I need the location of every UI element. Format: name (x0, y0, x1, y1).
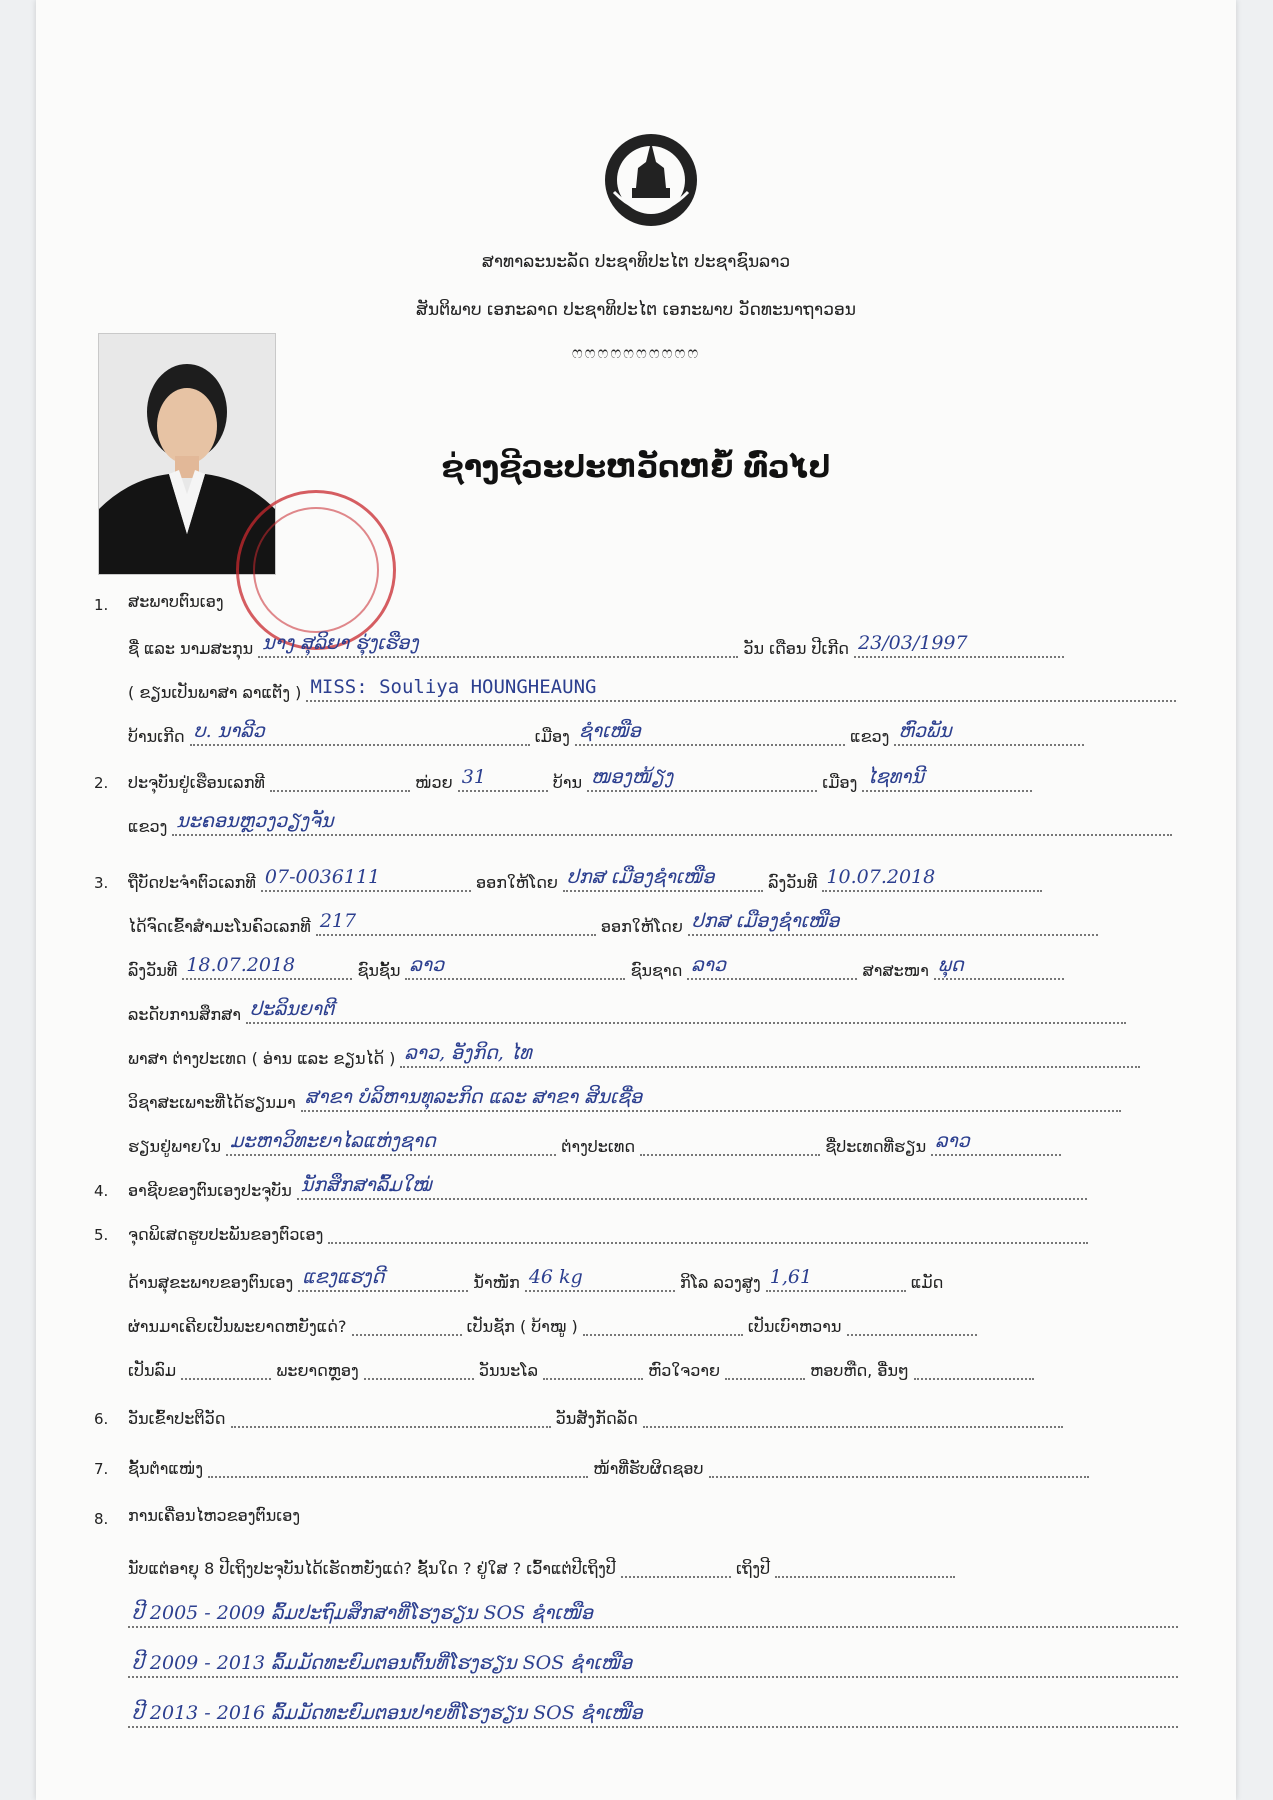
meter-label: ແມັດ (910, 1273, 944, 1292)
ethnicity-value: ລາວ (691, 954, 727, 976)
health-label: ດ້ານສຸຂະພາບຂອງຕົນເອງ (128, 1273, 294, 1292)
village-field[interactable] (587, 766, 817, 792)
unit-field[interactable] (458, 766, 548, 792)
district-label: ເມືອງ (822, 773, 858, 792)
position-label: ຊັ້ນຕຳແໜ່ງ (128, 1459, 204, 1478)
abroad-label: ຕ່າງປະເທດ (561, 1137, 636, 1156)
unit-label: ໜ່ວຍ (415, 773, 453, 792)
id-card-label: ຖືບັດປະຈຳຕົວເລກທີ (128, 873, 256, 892)
birth-village-field[interactable] (190, 720, 530, 746)
asthma-field[interactable] (914, 1358, 1034, 1380)
religion-field[interactable] (934, 954, 1064, 980)
name-value: ນາງ ສຸລິຍາ ຮຸ່ງເຮືອງ (262, 632, 419, 654)
section-number: 4. (94, 1182, 109, 1200)
history-line[interactable] (128, 1598, 1178, 1628)
fb-date-field[interactable] (182, 954, 352, 980)
latin-name-label: ( ຂຽນເປັນພາສາ ລາແຕັງ ) (128, 683, 302, 702)
specialty-value: ສາຂາ ບໍລິຫານທຸລະກິດ ແລະ ສາຂາ ສິນເຊື່ອ (304, 1086, 643, 1108)
characteristics-field[interactable] (328, 1222, 1088, 1244)
tumor-field[interactable] (364, 1358, 474, 1380)
height-field[interactable] (766, 1266, 906, 1292)
characteristics-label: ຈຸດພິເສດຮູບປະພັນຂອງຕົວເອງ (128, 1225, 324, 1244)
health-row (128, 1266, 944, 1296)
cancer-label: ວັນນະໂລ (478, 1361, 538, 1380)
to-year-field[interactable] (775, 1556, 955, 1578)
past-illness-label: ຜ່ານມາເຄີຍເປັນພະຍາດຫຍັງແດ່? (128, 1317, 347, 1336)
name-field[interactable] (258, 632, 738, 658)
address-label: ປະຈຸບັນຢູ່ເຮືອນເລກທີ (128, 773, 265, 792)
kg-label: ກິໂລ ລວງສູງ (679, 1273, 761, 1292)
class-label: ຊົນຊັ້ນ (357, 961, 401, 980)
section1-heading: ສະພາບຕົນເອງ (128, 592, 224, 611)
document-page (36, 0, 1236, 1800)
diabetes-field[interactable] (847, 1314, 977, 1336)
province-label: ແຂວງ (128, 817, 168, 836)
dizzy-label: ເປັນລົມ (128, 1361, 177, 1380)
occupation-row (128, 1174, 1087, 1204)
province-field[interactable] (172, 810, 1172, 836)
health-value: ແຂງແຮງດີ (302, 1266, 385, 1288)
fb-issued-by-value: ປກສ ເມືອງຊຳເໜືອ (691, 910, 840, 932)
birth-province-field[interactable] (894, 720, 1084, 746)
class-value: ລາວ (409, 954, 445, 976)
issued-by-label: ອອກໃຫ້ໂດຍ (476, 873, 558, 892)
history-entry: ປີ 2009 - 2013 ລົ້ມມັດທະຍົມຕອນຕົ້ນທີ່ໂຮງຮຽນ SOS ຊຳເໜືອ (132, 1652, 633, 1674)
name-row (128, 632, 1064, 662)
to-year-label: ເຖິງປີ (736, 1559, 771, 1578)
ornament-divider: ෆෆෆෆෆෆෆෆෆෆ (571, 343, 701, 362)
house-number-field[interactable] (270, 770, 410, 792)
unit-value: 31 (461, 766, 486, 788)
occupation-field[interactable] (297, 1174, 1087, 1200)
address-row (128, 766, 1032, 796)
country-field[interactable] (931, 1130, 1061, 1156)
occupation-value: ນັກສຶກສາລົ້ມໃໝ່ (300, 1174, 432, 1196)
languages-row (128, 1042, 1140, 1072)
weight-field[interactable] (525, 1266, 675, 1292)
history-line[interactable] (128, 1648, 1178, 1678)
dob-value: 23/03/1997 (858, 632, 968, 654)
national-motto: ສັນຕິພາບ ເອກະລາດ ປະຊາທິປະໄຕ ເອກະພາບ ວັດທະນາຖາວອນ (416, 300, 856, 320)
duty-label: ໜ້າທີ່ຮັບຜິດຊອບ (593, 1459, 704, 1478)
birth-village-value: ບ. ນາລີວ (193, 720, 265, 742)
diabetes-label: ເປັນເບົາຫວານ (747, 1317, 842, 1336)
republic-heading: ສາທາລະນະລັດ ປະຊາທິປະໄຕ ປະຊາຊົນລາວ (481, 252, 791, 272)
fb-issued-by-field[interactable] (688, 910, 1098, 936)
movements-heading: ການເຄື່ອນໄຫວຂອງຕົນເອງ (128, 1506, 301, 1525)
family-book-field[interactable] (316, 910, 596, 936)
ethnicity-label: ຊົນຊາດ (630, 961, 683, 980)
fb-issued-by-label: ອອກໃຫ້ໂດຍ (600, 917, 683, 936)
fb-date-label: ລົງວັນທີ (128, 961, 178, 980)
form-title: ຊ່າງຊີວະປະຫວັດຫຍໍ້ ທົ່ວໄປ (441, 450, 831, 485)
weight-value: 46 kg (528, 1266, 583, 1288)
education-value: ປະລິນຍາຕີ (250, 998, 335, 1020)
specialty-row (128, 1086, 1121, 1116)
history-entry: ປີ 2013 - 2016 ລົ້ມມັດທະຍົມຕອນປາຍທີ່ໂຮງຮຽນ SOS ຊຳເໜືອ (132, 1702, 643, 1724)
village-value: ໜອງໜ້ຽງ (591, 766, 674, 788)
dob-field[interactable] (854, 632, 1064, 658)
religion-label: ສາສະໜາ (862, 961, 929, 980)
id-date-value: 10.07.2018 (826, 866, 936, 888)
cancer-field[interactable] (543, 1358, 643, 1380)
section-number: 5. (94, 1226, 109, 1244)
id-issued-by-field[interactable] (563, 866, 763, 892)
birth-district-value: ຊຳເໜືອ (578, 720, 641, 742)
position-field[interactable] (208, 1456, 588, 1478)
languages-value: ລາວ, ອັງກິດ, ໄທ (404, 1042, 532, 1064)
height-value: 1,61 (769, 1266, 813, 1288)
date-label: ລົງວັນທີ (768, 873, 818, 892)
specialty-label: ວິຊາສະເພາະທີ່ໄດ້ຮຽນມາ (128, 1093, 296, 1112)
studied-row (128, 1130, 1061, 1160)
abroad-field[interactable] (640, 1134, 820, 1156)
duty-field[interactable] (709, 1456, 1089, 1478)
name-label: ຊື່ ແລະ ນາມສະກຸນ (128, 639, 254, 658)
id-date-field[interactable] (822, 866, 1042, 892)
studied-at-field[interactable] (226, 1130, 556, 1156)
studied-at-value: ມະຫາວິທະຍາໄລແຫ່ງຊາດ (230, 1130, 436, 1152)
birth-village-label: ບ້ານເກີດ (128, 727, 185, 746)
history-entry: ປີ 2005 - 2009 ລົ້ມປະຖົມສຶກສາທີ່ໂຮງຮຽນ SOS ຊຳເໜືອ (132, 1602, 594, 1624)
latin-name-row (128, 676, 1176, 706)
id-issued-by-value: ປກສ ເມືອງຊຳເໜືອ (567, 866, 715, 888)
since-age-label: ນັບແຕ່ອາຍຸ 8 ປີເຖິງປະຈຸບັນໄດ້ເຮັດຫຍັງແດ່? ຊັ້ນໃດ ? ຢູ່ໃສ ? ເວົ້າແຕ່ປີເຖິງປີ (128, 1559, 616, 1578)
party-date-field[interactable] (231, 1406, 551, 1428)
latin-name-field[interactable] (306, 676, 1176, 702)
latin-name-value: MISS: Souliya HOUNGHEAUNG (310, 676, 597, 698)
education-label: ລະດັບການສຶກສາ (128, 1005, 241, 1024)
party-row (128, 1406, 1063, 1432)
illness-row (128, 1314, 977, 1340)
section-number: 3. (94, 874, 109, 892)
characteristics-row (128, 1222, 1088, 1248)
affiliation-field[interactable] (643, 1406, 1063, 1428)
country-value: ລາວ (935, 1130, 970, 1152)
dob-label: ວັນ ເດືອນ ປີເກີດ (743, 639, 849, 658)
village-label: ບ້ານ (552, 773, 583, 792)
family-book-value: 217 (319, 910, 357, 932)
affiliation-label: ວັນສັງກັດລັດ (555, 1409, 638, 1428)
dizzy-field[interactable] (181, 1358, 271, 1380)
district-field[interactable] (862, 766, 1032, 792)
occupation-label: ອາຊີບຂອງຕົນເອງປະຈຸບັນ (128, 1181, 292, 1200)
heart-field[interactable] (725, 1358, 805, 1380)
birth-province-label: ແຂວງ (850, 727, 890, 746)
languages-label: ພາສາ ຕ່າງປະເທດ ( ອ່ານ ແລະ ຂຽນໄດ້ ) (128, 1049, 396, 1068)
birth-province-value: ຫົວພັນ (898, 720, 952, 742)
id-card-row (128, 866, 1042, 896)
class-field[interactable] (405, 954, 625, 980)
section-number: 6. (94, 1410, 109, 1428)
country-label: ຊື່ປະເທດທີ່ຮຽນ (825, 1137, 927, 1156)
specialty-field[interactable] (301, 1086, 1121, 1112)
district-value: ໄຊທານີ (866, 766, 924, 788)
history-line[interactable] (128, 1698, 1178, 1728)
religion-value: ພຸດ (937, 954, 964, 976)
family-book-label: ໄດ້ຈົດເຂົ້າສຳມະໂນຄົວເລກທີ (128, 917, 311, 936)
studied-at-label: ຮຽນຢູ່ພາຍໃນ (128, 1137, 221, 1156)
from-year-field[interactable] (621, 1556, 731, 1578)
section-number: 8. (94, 1510, 109, 1528)
national-emblem (596, 122, 706, 232)
heart-label: ຫົວໃຈວາຍ (648, 1361, 720, 1380)
languages-field[interactable] (400, 1042, 1140, 1068)
since-age-row (128, 1556, 955, 1582)
education-field[interactable] (246, 998, 1126, 1024)
class-row (128, 954, 1064, 984)
asthma-label: ຫອບຫືດ, ອື່ນໆ (810, 1361, 909, 1380)
province-row (128, 810, 1172, 840)
birth-district-label: ເມືອງ (534, 727, 570, 746)
id-card-field[interactable] (261, 866, 471, 892)
section-number: 7. (94, 1460, 109, 1478)
illness-row-2 (128, 1358, 1034, 1384)
tb-label: ເປັນຊັກ ( ບ້າໝູ ) (466, 1317, 578, 1336)
position-row (128, 1456, 1089, 1482)
tb-field[interactable] (583, 1314, 743, 1336)
fb-date-value: 18.07.2018 (186, 954, 296, 976)
weight-label: ນ້ຳໜັກ (473, 1273, 520, 1292)
past-illness-field[interactable] (352, 1314, 462, 1336)
party-date-label: ວັນເຂົ້າປະຕິວັດ (128, 1409, 226, 1428)
id-card-value: 07-0036111 (264, 866, 381, 888)
ethnicity-field[interactable] (687, 954, 857, 980)
section-number: 2. (94, 774, 109, 792)
section-number: 1. (94, 596, 109, 614)
birth-district-field[interactable] (575, 720, 845, 746)
official-stamp (236, 490, 396, 650)
province-value: ນະຄອນຫຼວງວຽງຈັນ (176, 810, 334, 832)
education-row (128, 998, 1126, 1028)
birthplace-row (128, 720, 1084, 750)
health-field[interactable] (298, 1266, 468, 1292)
tumor-label: ພະຍາດຫຼອງ (276, 1361, 359, 1380)
family-book-row (128, 910, 1098, 940)
